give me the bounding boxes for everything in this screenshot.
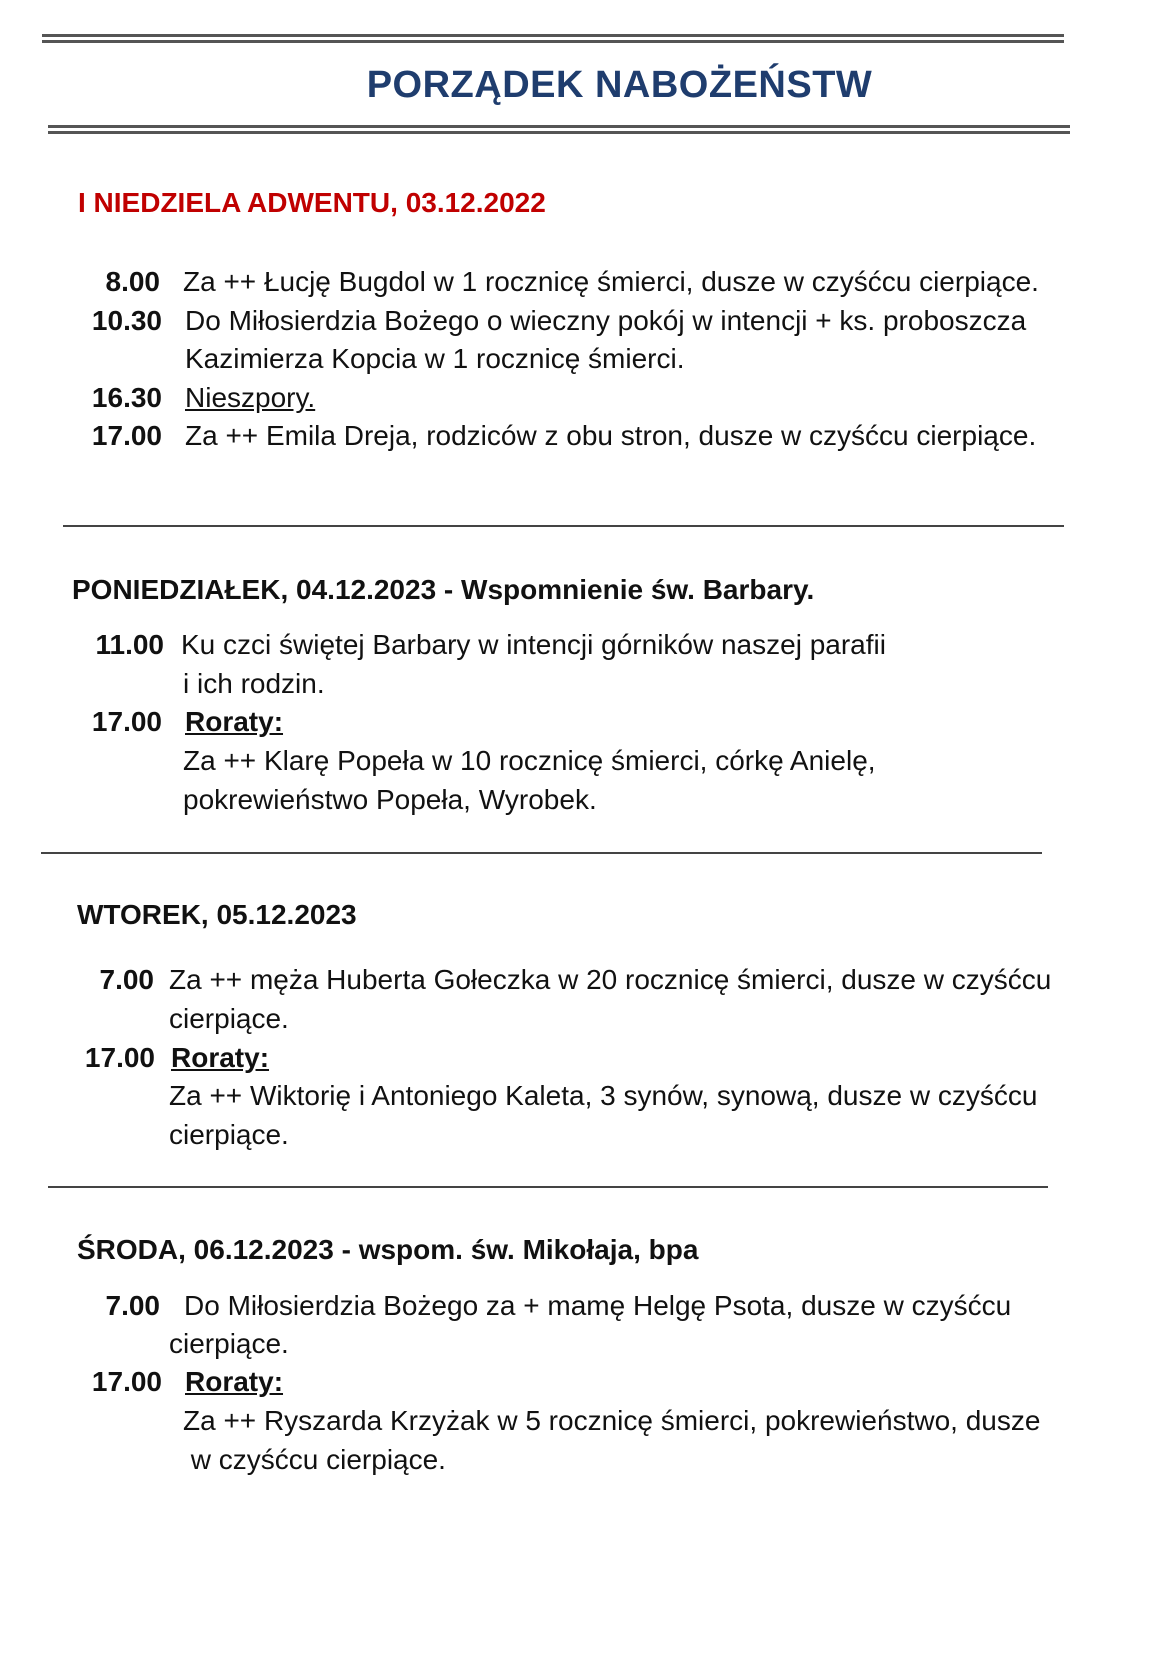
mass-intention: Za ++ Ryszarda Krzyżak w 5 rocznicę śmierci, pokrewieństwo, dusze <box>183 1405 1041 1436</box>
mass-intention: Za ++ męża Huberta Gołeczka w 20 rocznicę śmierci, dusze w czyśćcu <box>169 964 1052 995</box>
section-divider <box>48 1186 1048 1188</box>
mass-intention-continued: cierpiące. <box>169 1328 289 1359</box>
mass-intention-continued: pokrewieństwo Popeła, Wyrobek. <box>183 784 597 815</box>
mass-time: 7.00 <box>99 964 154 995</box>
mass-intention: Za ++ Łucję Bugdol w 1 rocznicę śmierci, dusze w czyśćcu cierpiące. <box>183 266 1039 297</box>
header-rule-bottom <box>48 125 1070 134</box>
mass-intention-continued: i ich rodzin. <box>183 668 325 699</box>
roraty-label: Roraty: <box>171 1042 270 1073</box>
mass-intention-continued: Kazimierza Kopcia w 1 rocznicę śmierci. <box>185 343 685 374</box>
mass-intention: Za ++ Wiktorię i Antoniego Kaleta, 3 synów, synową, dusze w czyśćcu <box>169 1080 1038 1111</box>
section-day-heading: ŚRODA, 06.12.2023 - wspom. św. Mikołaja, bpa <box>77 1234 699 1265</box>
mass-intention-continued: w czyśćcu cierpiące. <box>183 1444 446 1475</box>
mass-time: 10.30 <box>91 305 162 336</box>
section-divider <box>63 525 1064 527</box>
mass-time: 11.00 <box>95 629 164 660</box>
mass-time: 17.00 <box>91 706 162 737</box>
mass-time: 8.00 <box>105 266 160 297</box>
roraty-label: Roraty: <box>185 1366 284 1397</box>
section-day-heading: PONIEDZIAŁEK, 04.12.2023 - Wspomnienie św. Barbary. <box>72 574 815 605</box>
header-rule-top <box>42 34 1064 43</box>
mass-intention-continued: cierpiące. <box>169 1003 289 1034</box>
mass-intention: Za ++ Klarę Popeła w 10 rocznicę śmierci, córkę Anielę, <box>183 745 876 776</box>
page-title: PORZĄDEK NABOŻEŃSTW <box>366 64 873 106</box>
mass-intention: Nieszpory. <box>185 382 316 413</box>
mass-time: 17.00 <box>91 420 162 451</box>
mass-time: 17.00 <box>84 1042 155 1073</box>
mass-intention: Ku czci świętej Barbary w intencji górników naszej parafii <box>181 629 886 660</box>
mass-intention: Do Miłosierdzia Bożego o wieczny pokój w intencji + ks. proboszcza <box>185 305 1027 336</box>
mass-time: 17.00 <box>91 1366 162 1397</box>
mass-intention-continued: cierpiące. <box>169 1119 289 1150</box>
section-day-heading: I NIEDZIELA ADWENTU, 03.12.2022 <box>78 187 546 218</box>
roraty-label: Roraty: <box>185 706 284 737</box>
mass-intention: Do Miłosierdzia Bożego za + mamę Helgę Psota, dusze w czyśćcu <box>184 1290 1012 1321</box>
mass-time: 16.30 <box>91 382 162 413</box>
section-divider <box>41 852 1042 854</box>
mass-intention: Za ++ Emila Dreja, rodziców z obu stron, dusze w czyśćcu cierpiące. <box>185 420 1037 451</box>
section-day-heading: WTOREK, 05.12.2023 <box>77 899 357 930</box>
mass-time: 7.00 <box>105 1290 160 1321</box>
